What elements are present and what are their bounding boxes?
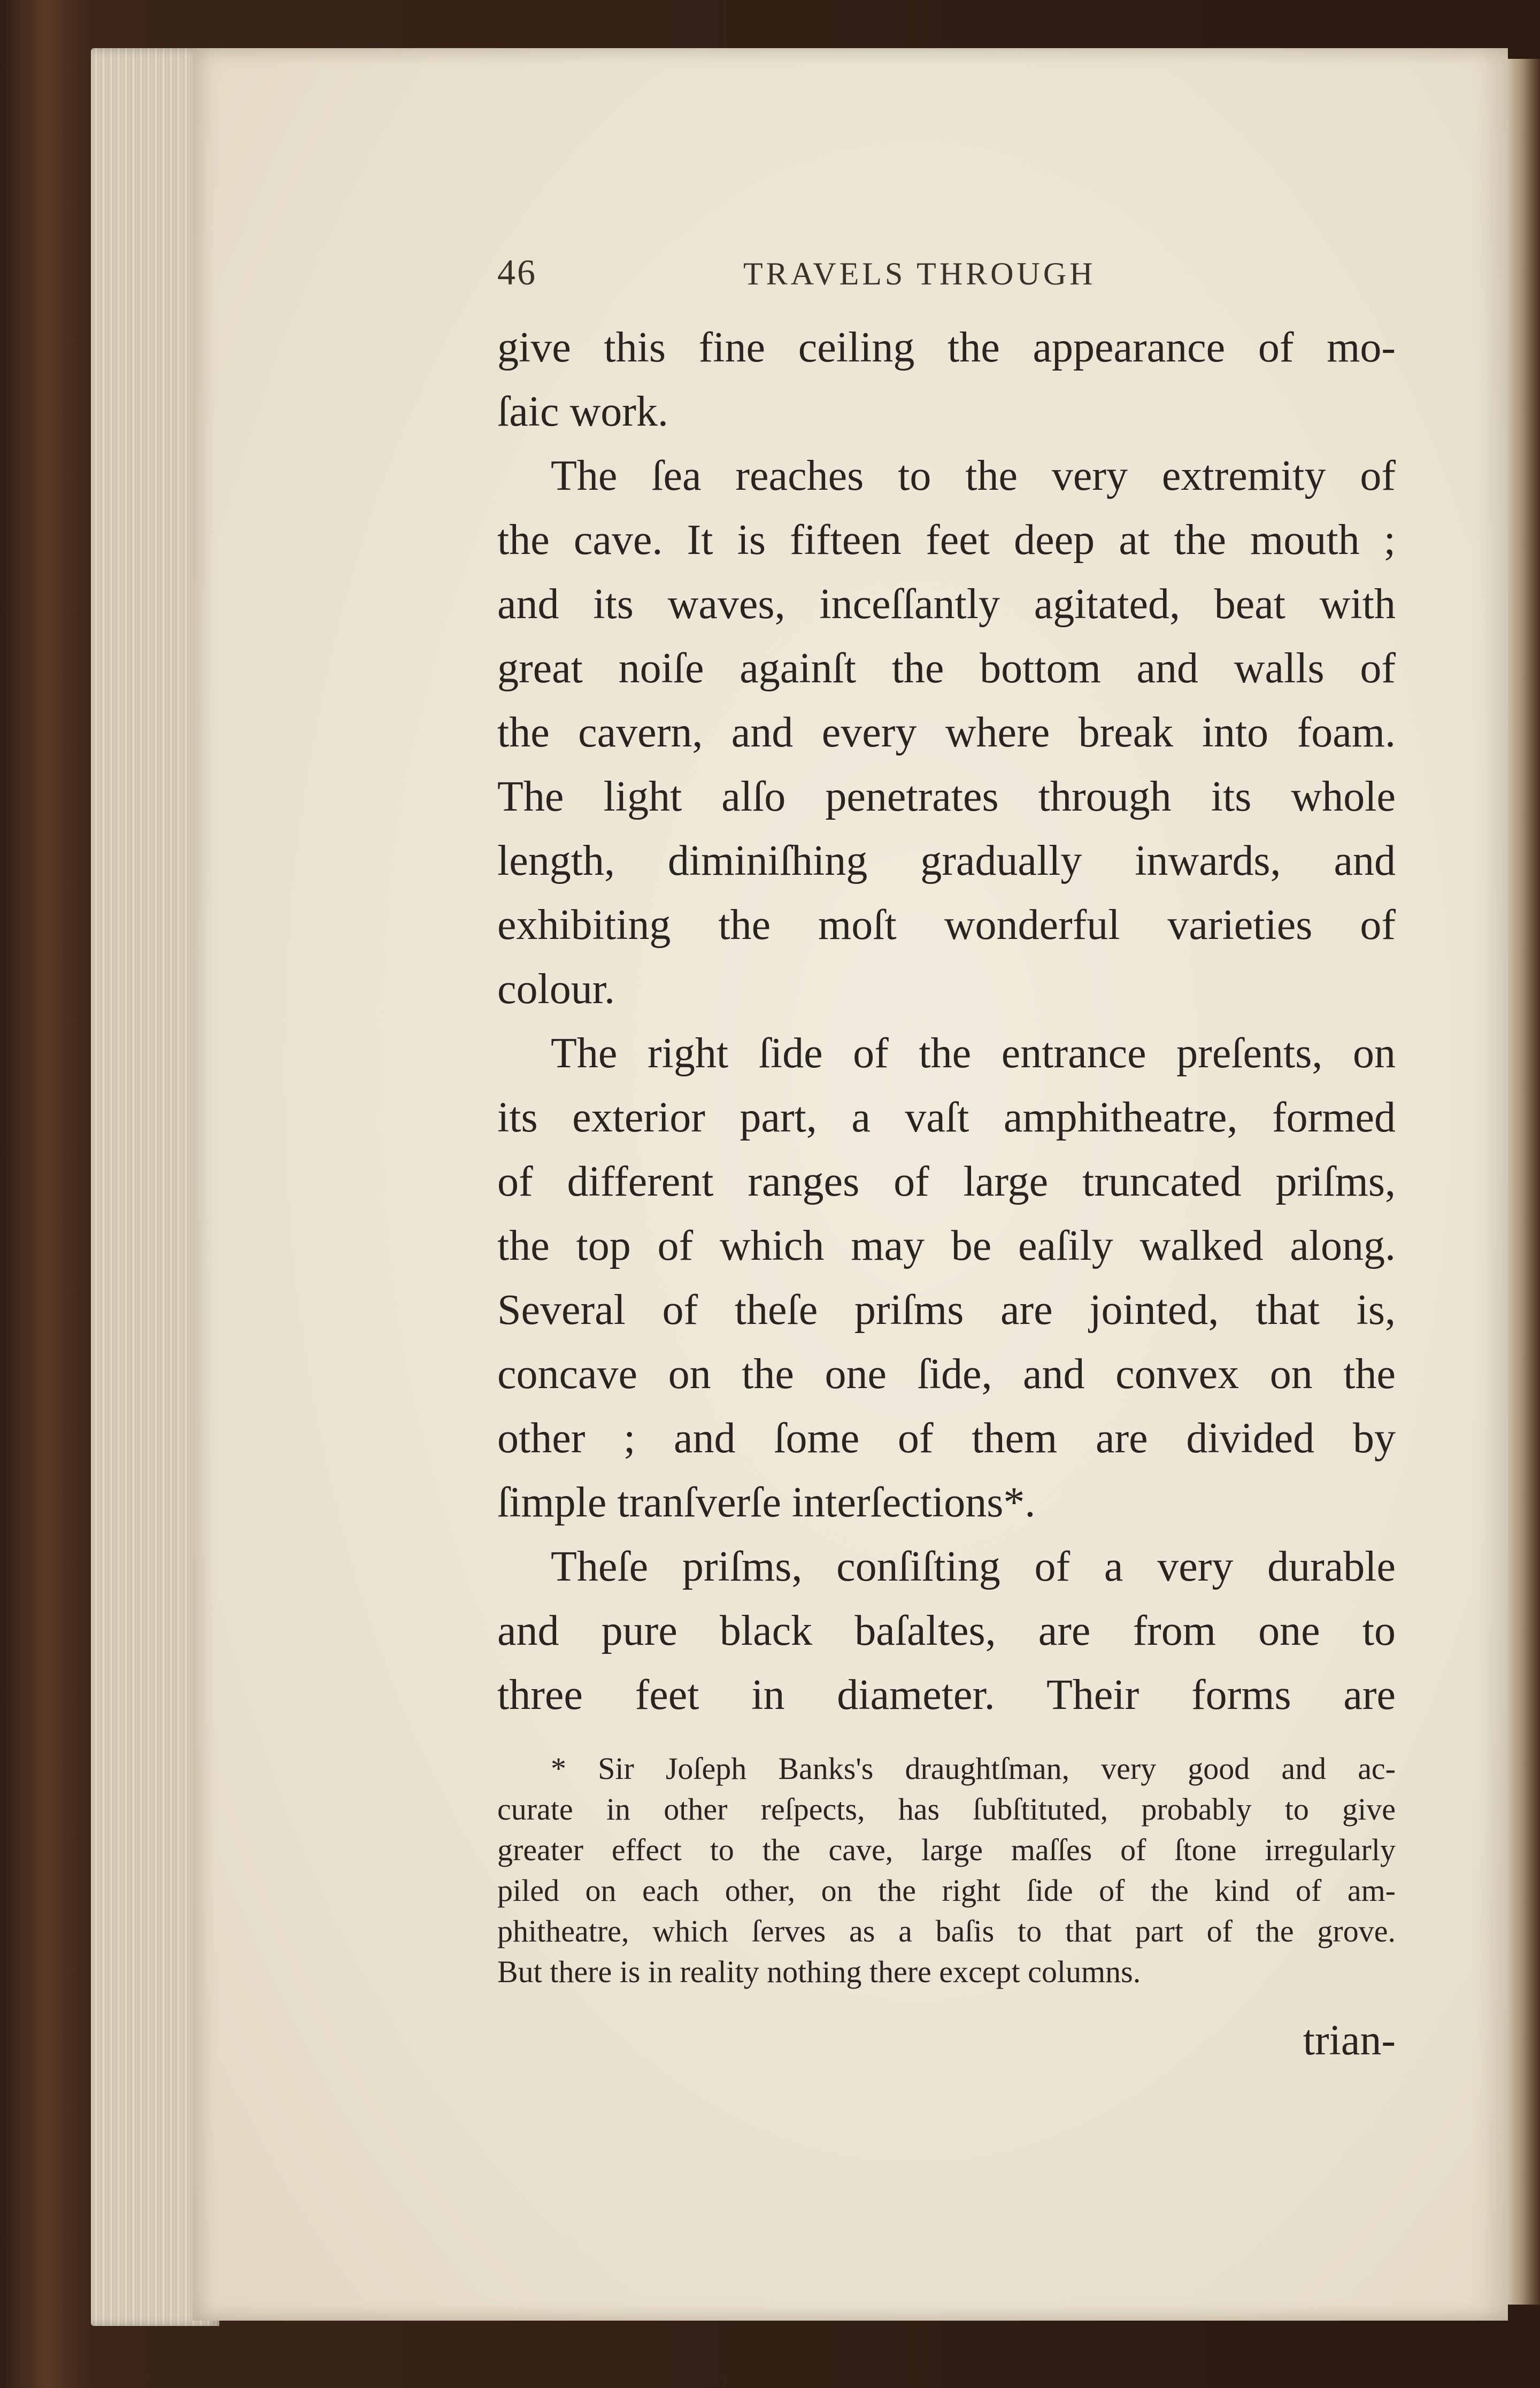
footnote-line: * Sir Joſeph Banks's draughtſman, very good and ac-: [551, 1751, 1396, 1786]
text-line: Theſe priſms, conſiſting of a very durable: [551, 1543, 1396, 1590]
text-line: ſaic work.: [497, 388, 668, 435]
page-number: 46: [497, 252, 537, 292]
text-line: great noiſe againſt the bottom and walls of: [497, 645, 1396, 692]
running-header: [497, 251, 1396, 315]
text-line: of different ranges of large truncated priſms,: [497, 1158, 1396, 1205]
text-line: and pure black baſaltes, are from one to: [497, 1607, 1396, 1654]
text-line: three feet in diameter. Their forms are: [497, 1671, 1396, 1719]
body-text: [497, 315, 1396, 1727]
footnote-line: curate in other reſpects, has ſubſtituted, probably to give: [497, 1792, 1396, 1827]
text-line: the cavern, and every where break into foam.: [497, 709, 1396, 756]
catchword: trian-: [1303, 2017, 1396, 2064]
text-line: the top of which may be eaſily walked along.: [497, 1222, 1396, 1269]
text-line: its exterior part, a vaſt amphitheatre, formed: [497, 1094, 1396, 1141]
text-line: The right ſide of the entrance preſents, on: [551, 1030, 1396, 1077]
text-line: ſimple tranſverſe interſections*.: [497, 1479, 1036, 1526]
text-line: The ſea reaches to the very extremity of: [551, 452, 1396, 499]
text-line: other ; and ſome of them are divided by: [497, 1415, 1396, 1462]
text-line: give this fine ceiling the appearance of mo-: [497, 324, 1396, 371]
text-line: the cave. It is fifteen feet deep at the mouth ;: [497, 517, 1396, 564]
text-line: and its waves, inceſſantly agitated, beat with: [497, 581, 1396, 628]
text-block: [497, 251, 1396, 2073]
text-line: Several of theſe priſms are jointed, that is,: [497, 1287, 1396, 1334]
footnote-line: piled on each other, on the right ſide of the kind of am-: [497, 1873, 1396, 1908]
text-line: exhibiting the moſt wonderful varieties of: [497, 902, 1396, 949]
footnote-line: phitheatre, which ſerves as a baſis to that part of the grove.: [497, 1914, 1396, 1948]
text-line: concave on the one ſide, and convex on the: [497, 1351, 1396, 1398]
text-line: length, diminiſhing gradually inwards, and: [497, 837, 1396, 884]
facing-page-edge: [1508, 59, 1540, 2305]
footnote-line: But there is in reality nothing there except columns.: [497, 1954, 1141, 1989]
text-line: colour.: [497, 966, 615, 1013]
running-title: TRAVELS THROUGH: [743, 256, 1096, 291]
footnote-line: greater effect to the cave, large maſſes of ſtone irregularly: [497, 1832, 1396, 1867]
footnote: [497, 1748, 1396, 1992]
text-line: The light alſo penetrates through its whole: [497, 773, 1396, 820]
